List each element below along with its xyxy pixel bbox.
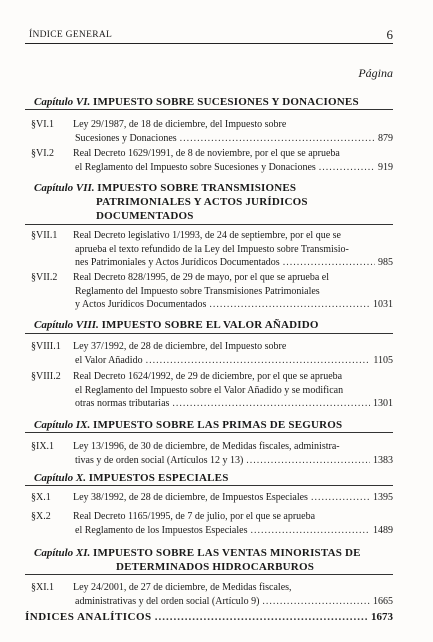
entry-line-text: Ley 13/1996, de 30 de diciembre, de Medidas fiscales, administra- xyxy=(73,441,340,452)
leader-dots xyxy=(311,491,370,505)
chapter-heading-line xyxy=(34,209,308,223)
chapter-title: DOCUMENTADOS xyxy=(96,210,194,222)
entry-line xyxy=(73,384,393,398)
chapter-label: Capítulo X. xyxy=(34,472,86,484)
entry-line xyxy=(73,524,393,538)
entry-text xyxy=(73,581,393,608)
entry-line-text: Real Decreto 1165/1995, de 7 de julio, por el que se aprueba xyxy=(73,511,316,522)
entry-text xyxy=(73,118,393,145)
chapter-title: IMPUESTO SOBRE LAS PRIMAS DE SEGUROS xyxy=(93,419,343,431)
leader-dots xyxy=(319,161,375,175)
chapter-heading xyxy=(34,95,359,109)
entry-line-text: Ley 37/1992, de 28 de diciembre, del Impuesto sobre xyxy=(73,341,287,352)
chapter-rule xyxy=(25,574,393,575)
entry-line-text: aprueba el texto refundido de la Ley del Impuesto sobre Transmisio- xyxy=(75,243,349,255)
toc-entry xyxy=(25,147,393,174)
running-header xyxy=(25,24,393,42)
chapter-heading xyxy=(34,471,229,485)
chapter-title: IMPUESTOS ESPECIALES xyxy=(88,472,229,484)
entry-text xyxy=(73,340,393,367)
chapter-heading xyxy=(34,546,361,574)
entry-line xyxy=(73,147,393,161)
entry-line xyxy=(73,397,393,411)
chapter-label: Capítulo XI. xyxy=(34,547,91,559)
entry-line-text: Ley 29/1987, de 18 de diciembre, del Impuesto sobre xyxy=(73,119,287,130)
chapter-label: Capítulo VI. xyxy=(34,96,91,108)
entry-line-text: otras normas tributarias xyxy=(75,398,170,409)
final-entry xyxy=(25,611,393,623)
chapter-title: PATRIMONIALES Y ACTOS JURÍDICOS xyxy=(96,196,308,208)
leader-dots xyxy=(172,397,370,411)
chapter-rule xyxy=(25,432,393,433)
entry-line xyxy=(73,298,393,312)
entry-line xyxy=(73,440,393,454)
entry-line xyxy=(73,132,393,146)
entry-line-text: el Reglamento del Impuesto sobre Sucesiones y Donaciones xyxy=(75,161,316,173)
entry-page: 1665 xyxy=(373,595,393,607)
chapter-heading-line xyxy=(34,471,229,485)
toc-entry xyxy=(25,229,393,270)
entry-page: 1301 xyxy=(373,398,393,409)
entry-line-text: nes Patrimoniales y Actos Jurídicos Documentados xyxy=(75,257,280,268)
entry-line xyxy=(73,285,393,299)
entry-text xyxy=(73,147,393,174)
chapter-heading-line xyxy=(34,195,308,209)
chapter-rule xyxy=(25,333,393,334)
entry-text xyxy=(73,440,393,467)
entry-number: §X.1 xyxy=(31,492,51,503)
chapter-heading-line xyxy=(34,181,308,195)
entry-line-text: el Reglamento de los Impuestos Especiales xyxy=(75,524,248,536)
toc-entry xyxy=(25,491,393,505)
entry-number: §VII.2 xyxy=(31,272,58,283)
chapter-heading xyxy=(34,418,342,432)
chapter-label: Capítulo VII. xyxy=(34,182,95,194)
toc-entry xyxy=(25,581,393,608)
entry-text xyxy=(73,271,393,312)
entry-page: 1105 xyxy=(373,354,393,366)
entry-page: 1489 xyxy=(373,524,393,536)
chapter-title: IMPUESTO SOBRE EL VALOR AÑADIDO xyxy=(101,319,319,331)
entry-text xyxy=(73,229,393,270)
entry-number: §XI.1 xyxy=(31,582,55,593)
entry-line xyxy=(73,370,393,384)
entry-number: §VI.1 xyxy=(31,119,55,130)
chapter-heading-line xyxy=(34,318,319,332)
chapter-title: IMPUESTO SOBRE TRANSMISIONES xyxy=(97,182,297,194)
entry-line xyxy=(73,229,393,243)
entry-line-text: el Valor Añadido xyxy=(75,354,143,366)
entry-line xyxy=(73,491,393,505)
entry-page: 985 xyxy=(378,257,393,268)
entry-line-text: Ley 38/1992, de 28 de diciembre, de Impuestos Especiales xyxy=(73,492,308,503)
header-page-number: 6 xyxy=(386,27,393,42)
entry-line xyxy=(73,595,393,609)
entry-line xyxy=(73,118,393,132)
entry-line xyxy=(73,354,393,368)
header-rule xyxy=(25,43,393,44)
chapter-heading xyxy=(34,318,319,332)
chapter-heading-line xyxy=(34,560,361,574)
entry-line-text: Real Decreto 1629/1991, de 8 de noviembre, por el que se aprueba xyxy=(73,148,340,159)
leader-dots xyxy=(209,298,370,312)
entry-line-text: Real Decreto 828/1995, de 29 de mayo, por el que se aprueba el xyxy=(73,272,330,283)
toc-entry xyxy=(25,440,393,467)
header-section-title: ÍNDICE GENERAL xyxy=(29,30,113,40)
toc-entry xyxy=(25,340,393,367)
chapter-label: Capítulo IX. xyxy=(34,419,91,431)
entry-line xyxy=(73,454,393,468)
entry-number: §VIII.2 xyxy=(31,371,61,382)
toc-entry xyxy=(25,510,393,537)
chapter-rule xyxy=(25,224,393,225)
chapter-heading-line xyxy=(34,95,359,109)
entry-line-text: Reglamento del Impuesto sobre Transmisiones Patrimoniales xyxy=(75,285,320,297)
entry-page: 1395 xyxy=(373,492,393,503)
entry-line-text: Ley 24/2001, de 27 de diciembre, de Medidas fiscales, xyxy=(73,582,292,593)
final-entry-title: ÍNDICES ANALÍTICOS xyxy=(25,611,152,623)
entry-page: 919 xyxy=(378,161,393,173)
entry-number: §IX.1 xyxy=(31,441,55,452)
leader-dots xyxy=(250,524,370,538)
entry-page: 1031 xyxy=(373,299,393,310)
entry-line xyxy=(73,340,393,354)
entry-line-text: Sucesiones y Donaciones xyxy=(75,132,177,144)
chapter-heading-line xyxy=(34,546,361,560)
entry-text xyxy=(73,510,393,537)
chapter-title: IMPUESTO SOBRE LAS VENTAS MINORISTAS DE xyxy=(93,547,361,559)
entry-line xyxy=(73,161,393,175)
page-column-label: Página xyxy=(358,66,393,80)
entry-text xyxy=(73,491,393,505)
leader-dots xyxy=(155,611,368,623)
entry-text xyxy=(73,370,393,411)
entry-number: §VII.1 xyxy=(31,230,58,241)
entry-line xyxy=(73,581,393,595)
entry-number: §VIII.1 xyxy=(31,341,61,352)
final-entry-page: 1673 xyxy=(371,611,393,623)
entry-line-text: administrativas y del orden social (Artículo 9) xyxy=(75,595,260,607)
entry-line-text: Real Decreto legislativo 1/1993, de 24 de septiembre, por el que se xyxy=(73,230,341,241)
chapter-title: IMPUESTO SOBRE SUCESIONES Y DONACIONES xyxy=(93,96,359,108)
leader-dots xyxy=(246,454,370,468)
chapter-label: Capítulo VIII. xyxy=(34,319,99,331)
entry-line-text: Real Decreto 1624/1992, de 29 de diciembre, por el que se aprueba xyxy=(73,371,343,382)
leader-dots xyxy=(283,256,375,270)
entry-line-text: tivas y de orden social (Artículos 12 y 13) xyxy=(75,454,244,466)
entry-line-text: y Actos Jurídicos Documentados xyxy=(75,299,207,310)
chapter-heading-line xyxy=(34,418,342,432)
entry-page: 879 xyxy=(378,132,393,144)
leader-dots xyxy=(146,354,371,368)
chapter-rule xyxy=(25,109,393,110)
entry-line xyxy=(73,510,393,524)
entry-page: 1383 xyxy=(373,454,393,466)
toc-entry xyxy=(25,370,393,411)
entry-line xyxy=(73,243,393,257)
entry-line xyxy=(73,271,393,285)
leader-dots xyxy=(262,595,370,609)
chapter-title: DETERMINADOS HIDROCARBUROS xyxy=(116,561,315,573)
toc-entry xyxy=(25,118,393,145)
leader-dots xyxy=(180,132,375,146)
entry-number: §VI.2 xyxy=(31,148,55,159)
entry-line-text: el Reglamento del Impuesto sobre el Valor Añadido y se modifican xyxy=(75,384,344,396)
chapter-rule xyxy=(25,485,393,486)
chapter-heading xyxy=(34,181,308,223)
entry-line xyxy=(73,256,393,270)
toc-entry xyxy=(25,271,393,312)
entry-number: §X.2 xyxy=(31,511,51,522)
